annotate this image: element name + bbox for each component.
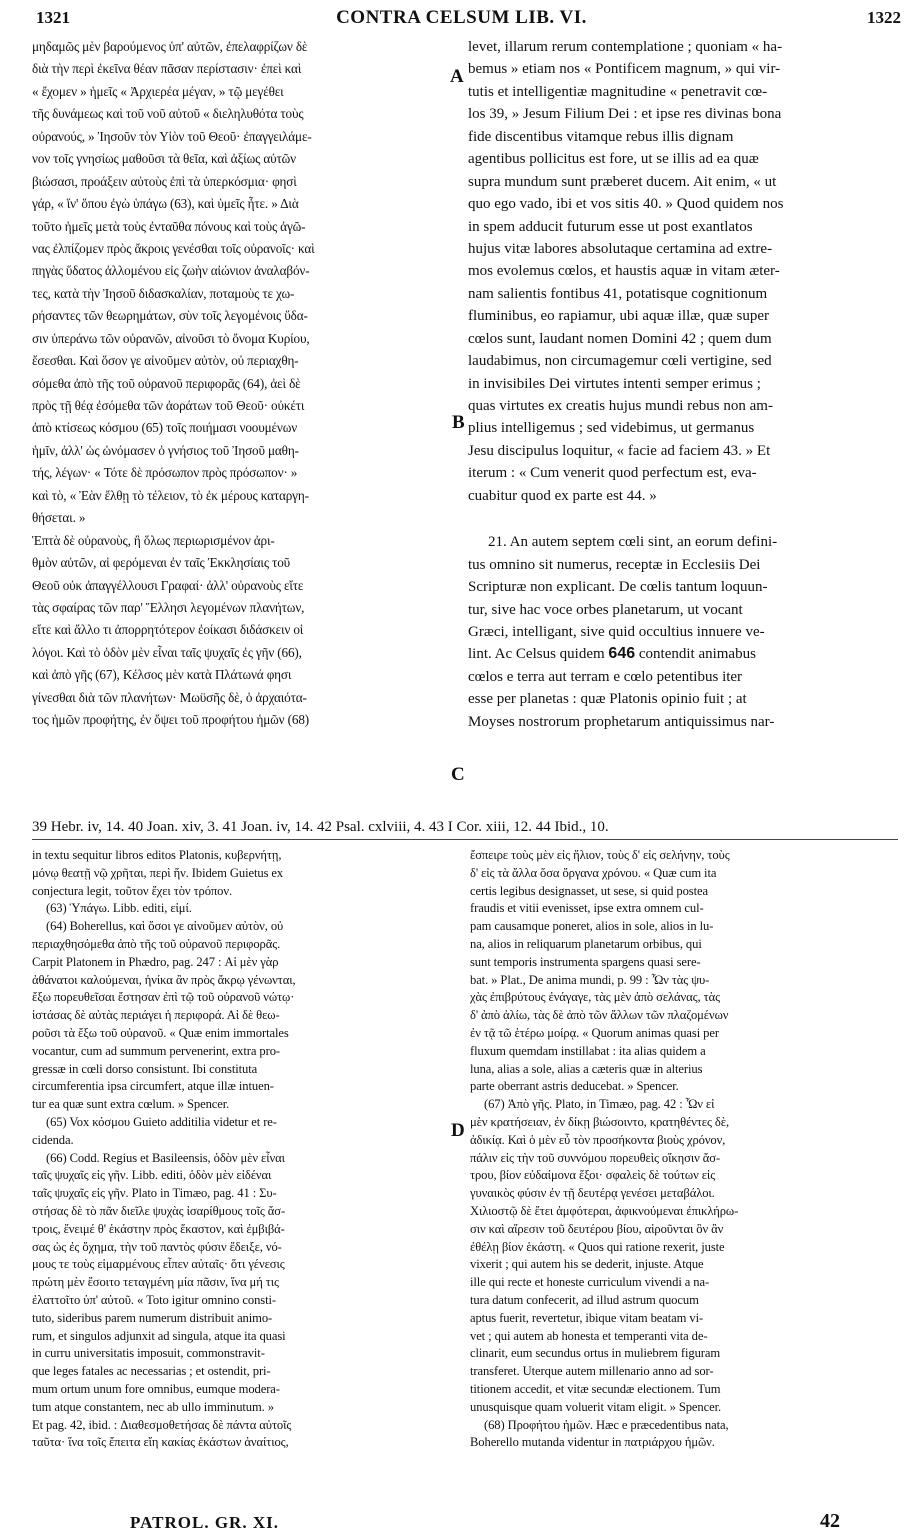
- greek-text-line: μηδαμῶς μὲν βαρούμενος ὑπ' αὐτῶν, ἐπελαφρίζων δὲ: [32, 39, 308, 54]
- column-number: 646: [608, 645, 636, 663]
- footnote-line: ἀθάνατοι καλούμεναι, ἡνίκα ἂν πρὸς ἄκρῳ γένωνται,: [32, 972, 296, 987]
- latin-section-line: Moyses nostrorum prophetarum antiquissimus nar-: [468, 713, 775, 730]
- greek-text-line: καὶ τὸ, « Ἐὰν ἔλθῃ τὸ τέλειον, τὸ ἐκ μέρους καταργη-: [32, 487, 309, 503]
- footnote-line: ταῦτα· ἵνα τοῖς ἔπειτα εἴη κακίας ἑκάστων ἀναίτιος,: [32, 1435, 289, 1450]
- footnote-line: (65) Vox κόσμου Guieto additilia videtur et re-: [46, 1114, 277, 1129]
- greek-text-line: τής, λέγων· « Τότε δὲ πρόσωπον πρὸς πρόσωπον· »: [32, 465, 298, 481]
- footnote-line: ἀδικίᾳ. Καὶ ὁ μὲν εὖ τὸν προσήκοντα βιοὺς χρόνον,: [470, 1132, 726, 1147]
- footnote-line: unusquisque quam voluerit vitam eligit. » Spencer.: [470, 1399, 722, 1414]
- greek-text-line: γίνεσθαι διὰ τῶν πλανήτων· Μωϋσῆς δὲ, ὁ ἀρχαιότα-: [32, 689, 307, 705]
- footnote-line: (66) Codd. Regius et Basileensis, ὁδὸν μὲν εἶναι: [46, 1150, 285, 1165]
- footnote-line: δ' ἀπὸ ἀλίω, τὰς δὲ ἀπὸ τῶν ἄλλων τῶν πλαζομένων: [470, 1008, 729, 1023]
- greek-text-line: τοῦτο ἡμεῖς μετὰ τοὺς ἐνταῦθα πόνους καὶ τοὺς ἀγῶ-: [32, 218, 306, 234]
- margin-marker-c: C: [451, 764, 465, 785]
- footnote-line: in textu sequitur libros editos Platonis, κυβερνήτῃ,: [32, 848, 282, 862]
- latin-text-line: iterum : « Cum venerit quod perfectum est, eva-: [468, 465, 757, 482]
- latin-text-line: levet, illarum rerum contemplatione ; quoniam « ha-: [468, 39, 783, 55]
- footnote-line: mum ortum unum fore omnibus, eumque modera-: [32, 1381, 280, 1396]
- greek-text-line: ἔσεσθαι. Καὶ ὅσον γε αἰνοῦμεν αὐτὸν, οὐ περιαχθη-: [32, 353, 299, 369]
- footnote-line: vet ; qui autem ab honesta et temperanti vita de-: [470, 1328, 708, 1343]
- footnote-line: Carpit Platonem in Phædro, pag. 247 : Αἱ μὲν γὰρ: [32, 954, 279, 969]
- footnote-line: parte oberrant astris deducebat. » Spencer.: [470, 1079, 679, 1094]
- footnote-line: ἐλαττοῖτο ὑπ' αὐτοῦ. « Toto igitur omnino consti-: [32, 1292, 276, 1307]
- greek-text-column: [32, 36, 450, 732]
- footnote-line: tur ea quæ sunt extra cœlum. » Spencer.: [32, 1097, 230, 1112]
- footnote-line: σιν καὶ αἵρεσιν τοῦ δευτέρου βίου, αἱροῦνται ὃν ἂν: [470, 1221, 724, 1236]
- footnote-line: (67) Ἀπὸ γῆς. Plato, in Timæo, pag. 42 : Ὧν εἰ: [484, 1097, 715, 1112]
- greek-text-line: τῆς δυνάμεως καὶ τοῦ νοῦ αὐτοῦ « διεληλυθότα τοὺς: [32, 106, 304, 122]
- latin-section-line: tur, sive hac voce orbes planetarum, ut vocant: [468, 601, 743, 618]
- latin-text-line: agentibus pollicitus est fore, ut se illis ad ea quæ: [468, 151, 759, 168]
- footnotes-right-column: [470, 847, 898, 1452]
- latin-section-line: tus omnino sit numerus, receptæ in Ecclesiis Dei: [468, 556, 761, 573]
- running-title: CONTRA CELSUM LIB. VI.: [336, 7, 587, 28]
- latin-text-line: tutis et intelligentiæ magnitudine « penetravit cœ-: [468, 83, 768, 100]
- latin-text-line: nam salientis fontibus 41, potatisque cognitionum: [468, 285, 768, 302]
- latin-text-line: Jesu discipulus loquitur, « facie ad faciem 43. » Et: [468, 442, 771, 459]
- latin-text-line: plius intelligemus ; sed videbimus, ut germanus: [468, 420, 755, 437]
- footnote-line: fluxum quemdam instillabat : ita alias quidem a: [470, 1043, 706, 1058]
- latin-text-line: hujus vitæ labores absolutaque certamina ad extre-: [468, 240, 773, 257]
- latin-text-line: cœlos sunt, laudant nomen Domini 42 ; quem dum: [468, 330, 772, 347]
- latin-text-line: supra mundum sunt præberet ducem. Ait enim, « ut: [468, 173, 777, 190]
- footnote-line: na, alios in reliquarum planetarum orbibus, qui: [470, 936, 702, 951]
- latin-text-line: mos evolemus cœlos, et haustis aquæ in vitam æter-: [468, 263, 780, 280]
- footnote-line: que leges fatales ac necessarias ; et ostendit, pri-: [32, 1364, 271, 1379]
- greek-text-line: Ἑπτὰ δὲ οὐρανοὺς, ἢ ὅλως περιωρισμένον ἀρι-: [32, 532, 275, 548]
- line-text-before: lint. Ac Celsus quidem: [468, 646, 609, 663]
- footnote-line: χὰς ἐπιβρύτους ἐνάγαγε, τὰς μὲν ἀπὸ σελάνας, τὰς: [470, 990, 720, 1005]
- greek-text-line: σόμεθα ἀπὸ τῆς τοῦ οὐρανοῦ περιφορᾶς (64), ἀεὶ δὲ: [32, 375, 301, 391]
- greek-text-line: καὶ ἀπὸ γῆς (67), Κέλσος μὲν κατὰ Πλάτωνά φησι: [32, 667, 292, 683]
- latin-text-line: laudabimus, non circumagemur cœli vertigine, sed: [468, 353, 772, 370]
- greek-text-line: εἴτε καὶ ἄλλο τι ἀπορρητότερον ἐοίκασι διδάσκειν οἱ: [32, 622, 304, 638]
- footnote-line: (64) Boherellus, καὶ ὅσοι γε αἰνοῦμεν αὐτὸν, οὐ: [46, 919, 284, 934]
- latin-text-line: cuabitur quod ex parte est 44. »: [468, 487, 657, 504]
- greek-text-line: λόγοι. Καὶ τὸ ὁδὸν μὲν εἶναι ταῖς ψυχαῖς ἐς γῆν (66),: [32, 644, 302, 660]
- section-gap: [468, 507, 898, 531]
- latin-text-line: in spem adducit futurum esse ut post exantlatos: [468, 218, 753, 235]
- footnote-line: ἱστάσας δὲ αὐτὰς περιάγει ἡ περιφορά. Αἱ δὲ θεω-: [32, 1008, 280, 1023]
- footnote-line: tura datum confecerit, ad illud astrum quocum: [470, 1292, 699, 1307]
- footnote-line: σας ὡς ἐς ὄχημα, τὴν τοῦ παντὸς φύσιν ἔδειξε, νό-: [32, 1239, 282, 1254]
- footnote-divider: [32, 839, 898, 840]
- greek-text-line: πρὸς τῇ θέᾳ ἐσόμεθα τῶν ἀοράτων τοῦ Θεοῦ· οὐκέτι: [32, 398, 305, 413]
- latin-text-column: [468, 36, 898, 733]
- footnote-line: tum atque constantem, nec ab ullo imminutum. »: [32, 1399, 274, 1414]
- footnote-line: ἔξω πορευθεῖσαι ἔστησαν ἐπὶ τῷ τοῦ οὐρανοῦ νώτῳ·: [32, 990, 295, 1005]
- latin-text-line: quo ego vado, ibi et vos sitis 40. » Quod quidem nos: [468, 196, 784, 213]
- footnote-line: πάλιν εἰς τὴν τοῦ συννόμου πορευθεὶς οἴκησιν ἄσ-: [470, 1150, 721, 1165]
- line-text-after: contendit animabus: [635, 646, 756, 663]
- footnote-line: certis legibus designasset, ut sese, si quid postea: [470, 883, 708, 898]
- footnote-line: τρου, βίον εὐδαίμονα ἕξοι· σφαλεὶς δὲ τούτων εἰς: [470, 1168, 716, 1183]
- footnote-line: titionem accedit, et vitæ secundæ electionem. Tum: [470, 1381, 721, 1396]
- latin-text-line: quas virtutes ex creatis hujus mundi rebus non am-: [468, 398, 773, 414]
- footnote-line: in curru universitatis imposuit, commonstravit-: [32, 1346, 265, 1361]
- latin-text-line: los 39, » Jesum Filium Dei : et ipse res divinas bona: [468, 106, 782, 123]
- footnote-line: μόνῳ θεατῇ νῷ χρῆται, περὶ ἥν. Ibidem Guietus ex: [32, 865, 284, 880]
- greek-text-line: τες, κατὰ τὴν Ἰησοῦ διδασκαλίαν, ποταμοὺς τε χω-: [32, 285, 295, 301]
- latin-section-line: Græci, intelligant, sive quid occultius innuere ve-: [468, 623, 765, 640]
- latin-text-line: fide discentibus vitamque rebus illis dignam: [468, 128, 734, 145]
- margin-marker-d: D: [451, 1120, 465, 1141]
- latin-section-line: [468, 643, 898, 665]
- greek-text-line: θήσεται. »: [32, 510, 86, 526]
- greek-text-line: ἡμῖν, ἀλλ' ὡς ὠνόμασεν ὁ γνήσιος τοῦ Ἰησοῦ μαθη-: [32, 442, 299, 458]
- footnote-line: ἔσπειρε τοὺς μὲν εἰς ἥλιον, τοὺς δ' εἰς σελήνην, τοὺς: [470, 848, 730, 862]
- footnote-line: ἐν τᾷ τῶ ἑτέρω μοίρᾳ. « Quorum animas quasi per: [470, 1025, 719, 1040]
- footnote-line: gressæ in cœli dorso consistunt. Ibi constituta: [32, 1061, 258, 1076]
- greek-text-line: ρήσαντες τῶν θεωρημάτων, σὺν τοῖς λεγομένοις ὕδα-: [32, 308, 308, 324]
- footnote-line: τροις, ἔνειμέ θ' ἑκάστην πρὸς ἕκαστον, καὶ ἐμβιβά-: [32, 1221, 285, 1236]
- footer-series: PATROL. GR. XI.: [130, 1513, 279, 1532]
- greek-text-line: « ἔχομεν » ἡμεῖς « Ἀρχιερέα μέγαν, » τῷ μεγέθει: [32, 83, 284, 99]
- margin-marker-b: B: [452, 412, 465, 433]
- footnote-line: Χιλιοστῷ δὲ ἔτει ἀμφότεραι, ἀφικνούμεναι ἐπικλήρω-: [470, 1203, 739, 1218]
- footnote-line: μους τε τοὺς εἱμαρμένους εἶπεν αὐταῖς· ὅτι γένεσις: [32, 1257, 285, 1272]
- footnote-line: δ' εἰς τὰ ἄλλα ὅσα ὄργανα χρόνου. « Quæ cum ita: [470, 865, 717, 880]
- latin-text-line: fluminibus, eo rapiamur, ubi aquæ illæ, quæ super: [468, 308, 770, 325]
- footnote-line: ταῖς ψυχαῖς εἰς γῆν. Libb. editi, ὁδὸν μὲν εἰδέναι: [32, 1168, 272, 1183]
- page-number-left: 1321: [36, 8, 70, 27]
- footnote-line: tuto, sideribus parem numerum distribuit animo-: [32, 1310, 273, 1325]
- footnote-line: fraudis et vitii evenisset, ipse extra omnem cul-: [470, 901, 704, 916]
- footnote-line: sunt temporis instrumenta spargens quasi sere-: [470, 954, 701, 969]
- footnote-line: (68) Προφήτου ἡμῶν. Hæc e præcedentibus nata,: [484, 1417, 729, 1432]
- footnote-line: vocantur, cum ad summum pervenerint, extra pro-: [32, 1043, 280, 1058]
- greek-text-line: ἀπὸ κτίσεως κόσμου (65) τοῖς ποιήμασι νοουμένων: [32, 420, 298, 436]
- latin-section-line: Scripturæ non explicant. De cœlis tantum loquun-: [468, 579, 768, 596]
- margin-marker-a: A: [450, 66, 464, 87]
- footnote-line: pam causamque poneret, alios in sole, alios in lu-: [470, 919, 714, 934]
- footnote-line: περιαχθησόμεθα ἀπὸ τῆς τοῦ οὐρανοῦ περιφορᾶς.: [32, 936, 281, 951]
- greek-text-line: σιν ὑπεράνω τῶν οὐρανῶν, αἰνοῦσι τὸ ὄνομα Κυρίου,: [32, 330, 310, 346]
- footnote-line: vixerit ; qui autem his se dederit, injuste. Atque: [470, 1257, 704, 1272]
- greek-text-line: πηγὰς ὕδατος ἀλλομένου εἰς ζωὴν αἰώνιον ἀναλαβόν-: [32, 263, 310, 279]
- greek-text-line: νον τοῖς γνησίως μαθοῦσι τὰ θεῖα, καὶ ἀξίως αὐτῶν: [32, 151, 296, 167]
- footnote-line: στήσας δὲ τὸ πᾶν διεῖλε ψυχὰς ἰσαρίθμους τοῖς ἄσ-: [32, 1203, 286, 1218]
- footnote-line: aptus fuerit, revertetur, ibique vitam beatam vi-: [470, 1310, 704, 1325]
- footnote-line: γυναικὸς φύσιν ἐν τῇ δευτέρᾳ γενέσει μεταβάλοι.: [470, 1186, 715, 1201]
- page-header: [0, 6, 923, 32]
- latin-text-line: bemus » etiam nos « Pontificem magnum, » qui vir-: [468, 61, 781, 78]
- footnote-line: μὲν κρατήσειαν, ἐν δίκῃ βιώσοιντο, κρατηθέντες δὲ,: [470, 1114, 730, 1129]
- footnote-line: circumferentia ipsa circumfert, atque illæ intuen-: [32, 1079, 274, 1094]
- latin-section-line: esse per planetas : quæ Platonis opinio fuit ; at: [468, 691, 747, 708]
- greek-text-line: γάρ, « ἵν' ὅπου ἐγὼ ὑπάγω (63), καὶ ὑμεῖς ἦτε. » Διὰ: [32, 196, 299, 212]
- footnote-line: clinarit, eum secundus ortus in muliebrem figuram: [470, 1346, 721, 1361]
- greek-text-line: τὰς σφαίρας τῶν παρ' Ἕλλησι λεγομένων πλανήτων,: [32, 599, 305, 615]
- latin-text-line: in invisibiles Dei virtutes intenti semper erimus ;: [468, 375, 761, 392]
- latin-section-line: 21. An autem septem cœli sint, an eorum defini-: [488, 534, 778, 551]
- footnote-line: luna, alias a sole, alias a cæteris quæ in alterius: [470, 1061, 703, 1076]
- latin-section-line: cœlos e terra aut terram e cœlo petentibus iter: [468, 668, 743, 685]
- page-number-right: 1322: [867, 8, 901, 27]
- footnote-line: ταῖς ψυχαῖς εἰς γῆν. Plato in Timæo, pag. 41 : Συ-: [32, 1186, 277, 1201]
- greek-text-line: τος ἡμῶν προφήτης, ἐν ὄψει τοῦ προφήτου ἡμῶν (68): [32, 712, 310, 728]
- scripture-references: 39 Hebr. iv, 14. 40 Joan. xiv, 3. 41 Joan. iv, 14. 42 Psal. cxlviii, 4. 43 I Cor. xiii, 12. 44 Ibid., 10.: [32, 819, 609, 835]
- footnotes-left-column: [32, 847, 450, 1452]
- footnote-line: ἐθέλῃ βίον ἑκάστη. « Quos qui ratione rexerit, juste: [470, 1239, 725, 1254]
- footnote-line: ροῦσι τὰ ἔξω τοῦ οὐρανοῦ. « Quæ enim immortales: [32, 1025, 289, 1040]
- footnote-line: bat. » Plat., De anima mundi, p. 99 : Ὧν τὰς ψυ-: [470, 972, 710, 987]
- footnote-line: rum, et singulos adjunxit ad singula, atque ita quasi: [32, 1328, 286, 1343]
- footnote-line: (63) Ὑπάγω. Libb. editi, εἰμί.: [46, 901, 192, 916]
- greek-text-line: βιώσασι, προάξειν αὐτοὺς ἐπὶ τὰ ὑπερκόσμια· φησὶ: [32, 173, 297, 189]
- greek-text-line: Θεοῦ οὐκ ἀπαγγέλλουσι Γραφαί· ἀλλ' οὐρανοὺς εἴτε: [32, 577, 304, 593]
- greek-text-line: νας ἐλπίζομεν πρὸς ἄκροις γενέσθαι τοῖς οὐρανοῖς· καὶ: [32, 240, 315, 256]
- footnote-line: Boherello mutanda videntur in πατριάρχου ἡμῶν.: [470, 1435, 715, 1450]
- footnote-line: transferet. Uterque autem millenario anno ad sor-: [470, 1364, 714, 1379]
- footnote-line: Et pag. 42, ibid. : Διαθεσμοθετήσας δὲ πάντα αὐτοῖς: [32, 1417, 292, 1432]
- greek-text-line: οὐρανούς, » Ἰησοῦν τὸν Υἱὸν τοῦ Θεοῦ· ἐπαγγειλάμε-: [32, 128, 312, 144]
- greek-text-line: θμὸν αὐτῶν, αἱ φερόμεναι ἐν ταῖς Ἐκκλησίαις τοῦ: [32, 555, 291, 571]
- greek-text-line: διὰ τὴν περὶ ἐκεῖνα θέαν πᾶσαν περίστασιν· ἐπεὶ καὶ: [32, 61, 302, 77]
- footnote-line: conjectura legit, τοῦτον ἔχει τὸν τρόπον.: [32, 883, 233, 898]
- footnote-line: πρώτη μὲν ἔσοιτο τεταγμένη μία πᾶσιν, ἵνα μή τις: [32, 1275, 279, 1290]
- footnote-line: ille qui recte et honeste curriculum vivendi a na-: [470, 1275, 710, 1290]
- footer-signature: 42: [820, 1510, 840, 1532]
- footnote-line: cidenda.: [32, 1132, 74, 1147]
